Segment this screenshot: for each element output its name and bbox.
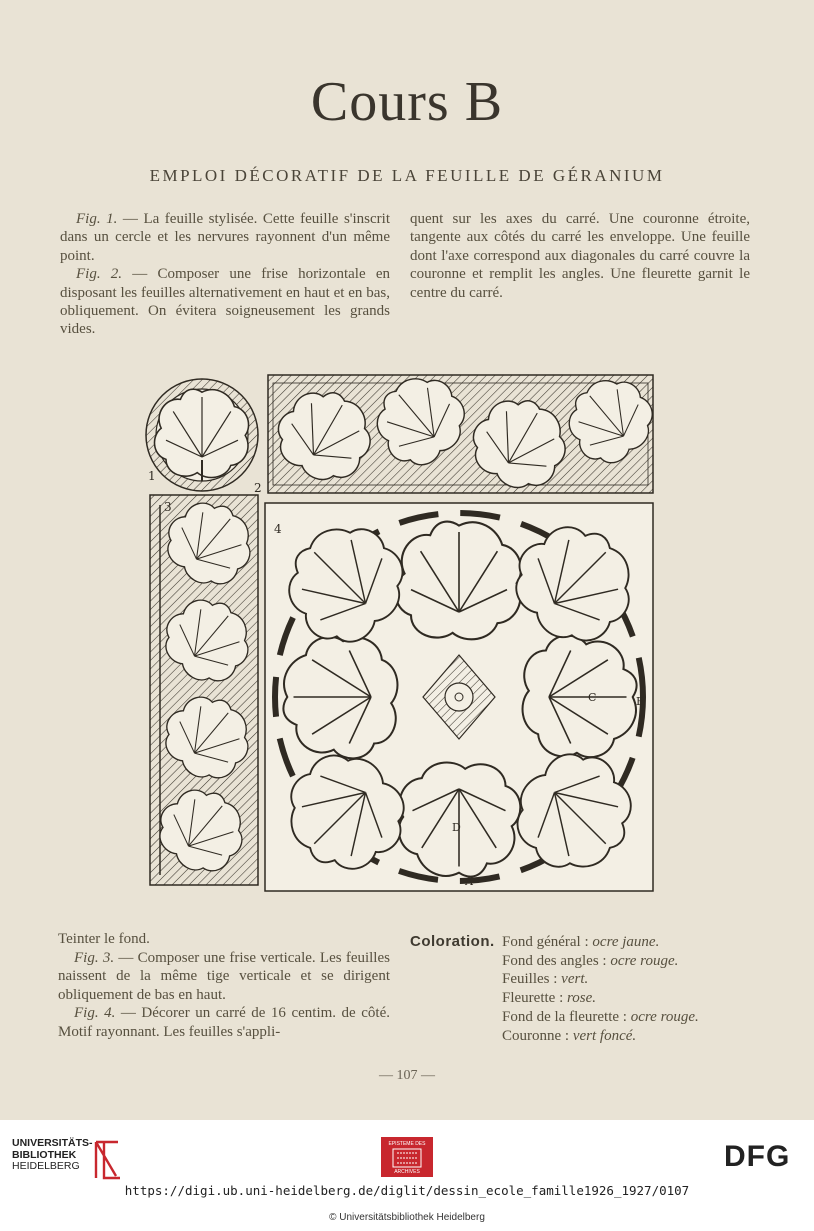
page-number: — 107 — [379, 1068, 435, 1083]
episteme-logo-bottom-text: ARCHIVES [394, 1169, 420, 1175]
figure-2-frieze [254, 365, 660, 502]
figure-3-number: 3 [164, 500, 172, 514]
fig2-text: — Composer une frise horizontale en disposant les feuilles alternativement en haut et en bas, obliquement. On évitera soigneusement les grands vides. [60, 266, 390, 338]
permalink-url[interactable]: https://digi.ub.uni-heidelberg.de/diglit/dessin_ecole_famille1926_1927/0107 [124, 1183, 690, 1198]
intro-left-column [60, 210, 390, 339]
figure-4-square [265, 503, 653, 891]
fig4-label: Fig. 4. [74, 1005, 116, 1022]
figure-3-frieze [145, 487, 266, 886]
fig4-text: — Décorer un carré de 16 centim. de côté. Motif rayonnant. Les feuilles s'appli- [58, 1005, 390, 1040]
viewer-footer [0, 1120, 814, 1231]
bottom-left-text [58, 930, 390, 1042]
point-b-label: B [636, 695, 645, 708]
coloration-item: Fond de la fleurette : ocre rouge. [502, 1008, 699, 1025]
library-name-line3: HEIDELBERG [12, 1160, 80, 1172]
intro-right-text: quent sur les axes du carré. Une couronne étroite, tangente aux côtés du carré les enveloppe. Une feuille dont l'axe correspond aux diagonales du carré couvre la couronne et remplit les angles. Une fleurette garnit le centre du carré. [410, 211, 750, 301]
fig2-label: Fig. 2. [76, 266, 123, 283]
intro-right-column [410, 210, 750, 302]
coloration-item: Couronne : vert foncé. [502, 1027, 637, 1044]
page-subtitle: EMPLOI DÉCORATIF DE LA FEUILLE DE GÉRANIUM [149, 166, 665, 185]
figure-1-number: 1 [148, 469, 156, 483]
fig1-label: Fig. 1. [76, 211, 118, 227]
university-library-logo[interactable] [12, 1138, 122, 1186]
episteme-logo-top-text: EPISTEME DES [388, 1141, 426, 1147]
tint-paragraph [58, 930, 390, 949]
coloration-item: Feuilles : vert. [502, 971, 589, 988]
point-d-label: D [452, 821, 461, 834]
coloration-title: Coloration. [410, 933, 495, 950]
fig4-paragraph [58, 1004, 390, 1041]
figure-2-number: 2 [254, 481, 262, 495]
geranium-plate-illustration [140, 365, 660, 895]
library-name-line1: UNIVERSITÄTS- [12, 1137, 93, 1149]
episteme-logo[interactable] [381, 1137, 433, 1177]
dfg-logo[interactable]: DFG [724, 1140, 791, 1173]
fig2-paragraph [60, 265, 390, 339]
library-name-line2: BIBLIOTHEK [12, 1148, 77, 1161]
point-a-label: A [465, 875, 473, 888]
page-title: Cours B [310, 71, 504, 133]
copyright-notice: © Universitätsbibliothek Heidelberg [329, 1212, 485, 1223]
fig1-text: — La feuille stylisée. Cette feuille s'inscrit dans un cercle et les nervures rayonnent d'un même point. [60, 211, 390, 264]
figure-1-circle [146, 379, 258, 491]
library-mark-icon [90, 1138, 124, 1182]
fig3-label: Fig. 3. [74, 949, 115, 966]
point-c-label: C [588, 691, 597, 704]
fig3-paragraph [58, 949, 390, 1005]
figure-4-number: 4 [274, 522, 282, 536]
coloration-item: Fond général : ocre jaune. [502, 934, 660, 950]
fig3-text: — Composer une frise verticale. Les feuilles naissent de la même tige verticale et se dirigent obliquement de bas en haut. [58, 949, 390, 1003]
coloration-list [502, 933, 699, 1045]
tint-text: Teinter le fond. [58, 931, 150, 947]
coloration-item: Fleurette : rose. [502, 990, 597, 1007]
coloration-item: Fond des angles : ocre rouge. [502, 952, 679, 969]
fig1-paragraph [60, 210, 390, 265]
